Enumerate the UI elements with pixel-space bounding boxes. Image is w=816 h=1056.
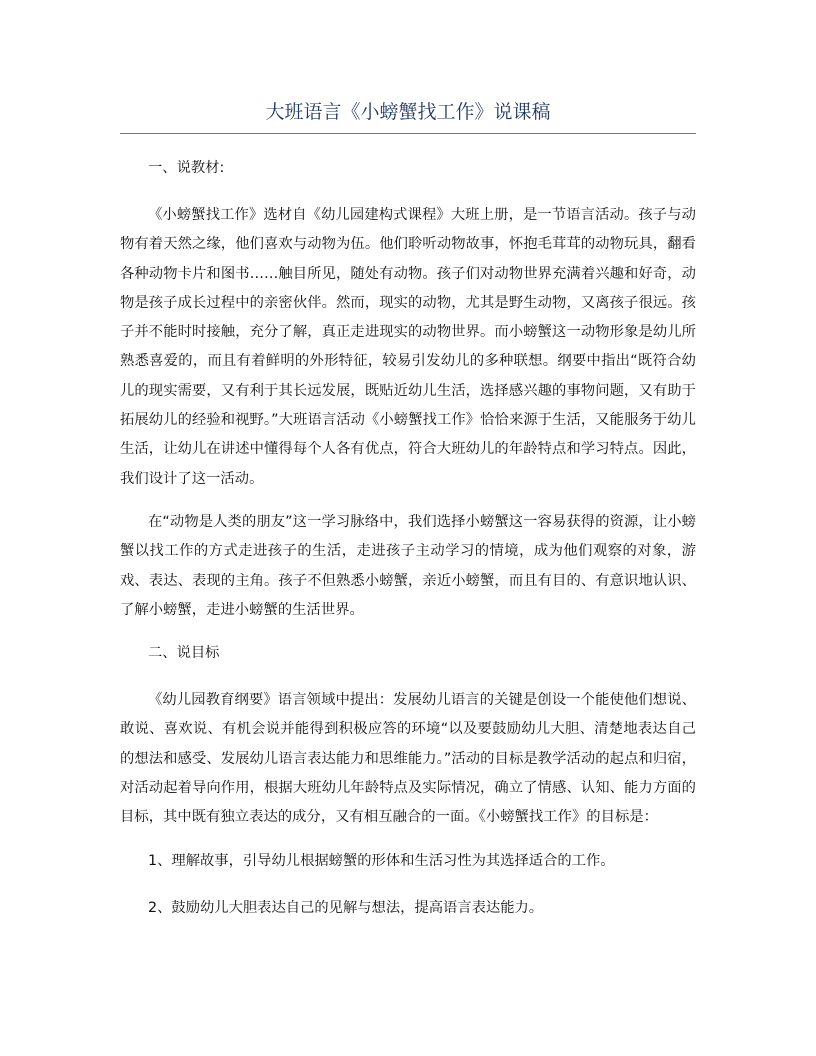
goal-item-2: 2、鼓励幼儿大胆表达自己的见解与想法，提高语言表达能力。 [148, 899, 544, 916]
section-heading-material: 一、说教材: [148, 160, 225, 176]
document-body [120, 154, 696, 941]
document-title: 大班语言《小螃蟹找工作》说课稿 [265, 101, 551, 123]
goal-item-1: 1、理解故事，引导幼儿根据螃蟹的形体和生活习性为其选择适合的工作。 [148, 852, 615, 869]
material-paragraph-1: 《小螃蟹找工作》选材自《幼儿园建构式课程》大班上册，是一节语言活动。孩子与动物有着天然之缘，他们喜欢与动物为伍。他们聆听动物故事，怀抱毛茸茸的动物玩具，翻看各种动物卡片和图书……触目所见，随处有动物。孩子们对动物世界充满着兴趣和好奇，动物是孩子成长过程中的亲密伙伴。然而，现实的动物，尤其是野生动物，又离孩子很远。孩子并不能时时接触，充分了解，真正走进现实的动物世界。而小螃蟹这一动物形象是幼儿所熟悉喜爱的，而且有着鲜明的外形特征，较易引发幼儿的多种联想。纲要中指出“既符合幼儿的现实需要，又有利于其长远发展，既贴近幼儿生活，选择感兴趣的事物问题，又有助于拓展幼儿的经验和视野。”大班语言活动《小螃蟹找工作》恰恰来源于生活，又能服务于幼儿生活，让幼儿在讲述中懂得每个人各有优点，符合大班幼儿的年龄特点和学习特点。因此，我们设计了这一活动。 [120, 207, 696, 487]
section-heading-goals: 二、说目标 [148, 645, 220, 662]
title-underline [120, 133, 696, 134]
material-paragraph-2: 在“动物是人类的朋友”这一学习脉络中，我们选择小螃蟹这一容易获得的资源，让小螃蟹以找工作的方式走进孩子的生活，走进孩子主动学习的情境，成为他们观察的对象，游戏、表达、表现的主角。孩子不但熟悉小螃蟹，亲近小螃蟹，而且有目的、有意识地认识、了解小螃蟹，走进小螃蟹的生活世界。 [120, 513, 696, 618]
goals-paragraph-1: 《幼儿园教育纲要》语言领域中提出：发展幼儿语言的关键是创设一个能使他们想说、敢说、喜欢说、有机会说并能得到积极应答的环境“以及要鼓励幼儿大胆、清楚地表达自己的想法和感受、发展幼儿语言表达能力和思维能力。”活动的目标是教学活动的起点和归宿，对活动起着导向作用，根据大班幼儿年龄特点及实际情况，确立了情感、认知、能力方面的目标，其中既有独立表达的成分，又有相互融合的一面。《小螃蟹找工作》的目标是： [120, 692, 696, 826]
